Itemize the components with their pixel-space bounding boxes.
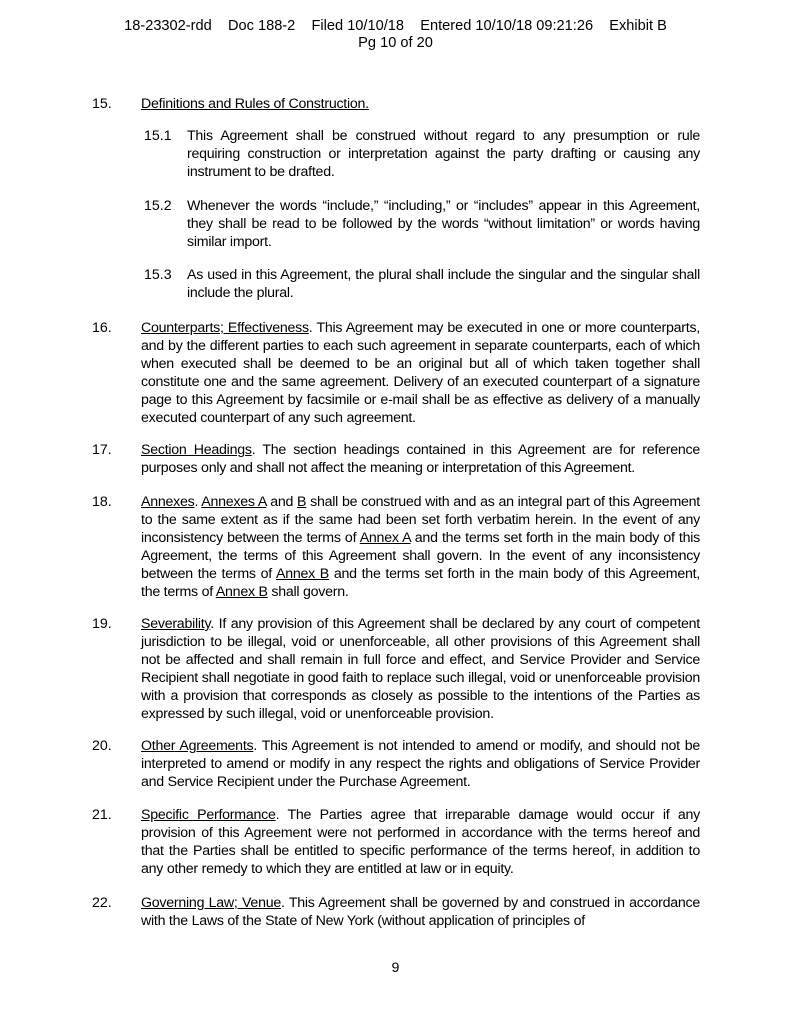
section-21 <box>92 806 700 878</box>
section-text: and the terms set forth in the main body of this Agreement, the terms of this Agreement shall govern. In the event of any inconsistency between the terms of <box>141 530 700 582</box>
section-number: 22. <box>92 895 112 911</box>
page-number: 9 <box>391 960 400 976</box>
section-text: . If any provision of this Agreement shall be declared by any court of competent jurisdiction to be illegal, void or unenforceable, all other provisions of this Agreement shall not be affected and shall remain in full force and effect, and Service Provider and Service Recipient shall negotiate in good faith to replace such illegal, void or unenforceable provision with a provision that corresponds as closely as possible to the intentions of the Parties as expressed by such illegal, void or unenforceable provision. <box>141 616 700 722</box>
section-15 <box>92 95 700 113</box>
section-16 <box>92 319 700 427</box>
section-number: 20. <box>92 738 112 754</box>
section-text: shall govern. <box>267 584 349 600</box>
section-text: . This Agreement may be executed in one or more counterparts, and by the different parties to each such agreement in separate counterparts, each of which when executed shall be deemed to be an original but all of which taken together shall constitute one and the same agreement. Delivery of an executed counterpart of a signature page to this Agreement by facsimile or e-mail shall be as effective as delivery of a manually executed counterpart of any such agreement. <box>141 320 700 426</box>
section-heading: Definitions and Rules of Construction. <box>141 96 369 112</box>
section-text: . The section headings contained in this Agreement are for reference purposes only and shall not affect the meaning or interpretation of this Agreement. <box>141 442 700 476</box>
section-heading: Counterparts; Effectiveness <box>141 320 309 336</box>
section-text: . This Agreement is not intended to amend or modify, and should not be interpreted to amend or modify in any respect the rights and obligations of Service Provider and Service Recipient under the Purchase Agreement. <box>141 738 700 790</box>
section-text: . The Parties agree that irreparable damage would occur if any provision of this Agreement were not performed in accordance with the terms hereof and that the Parties shall be entitled to specific performance of the terms hereof, in addition to any other remedy to which they are entitled at law or in equity. <box>141 807 700 877</box>
filing-header-line2: Pg 10 of 20 <box>358 35 433 51</box>
annexes-a-reference: Annexes A <box>201 494 267 510</box>
subsection-15-2 <box>144 197 700 251</box>
section-heading: Governing Law; Venue <box>141 895 281 911</box>
section-heading: Annexes <box>141 494 195 510</box>
section-number: 15. <box>92 96 112 112</box>
section-text: and <box>266 494 298 510</box>
annex-b-letter-reference: B <box>297 494 307 510</box>
section-text: and the terms set forth in the main body of this Agreement, the terms of <box>141 566 700 600</box>
section-number: 16. <box>92 320 112 336</box>
subsection-number: 15.1 <box>144 128 172 144</box>
filing-header-line1: 18-23302-rdd Doc 188-2 Filed 10/10/18 Entered 10/10/18 09:21:26 Exhibit B <box>124 18 667 34</box>
section-number: 18. <box>92 494 112 510</box>
section-17 <box>92 441 700 477</box>
subsection-text: This Agreement shall be construed without regard to any presumption or rule requiring construction or interpretation against the party drafting or causing any instrument to be drafted. <box>187 128 700 180</box>
section-text: . This Agreement shall be governed by and construed in accordance with the Laws of the State of New York (without application of principles of <box>141 895 700 929</box>
section-19 <box>92 615 700 723</box>
section-number: 19. <box>92 616 112 632</box>
section-number: 21. <box>92 807 112 823</box>
annex-b-reference: Annex B <box>215 584 268 600</box>
section-number: 17. <box>92 442 112 458</box>
section-text: shall be construed with and as an integral part of this Agreement to the same extent as if the same had been set forth verbatim herein. In the event of any inconsistency between the terms of <box>141 494 700 546</box>
annex-b-reference: Annex B <box>275 566 330 582</box>
subsection-text: As used in this Agreement, the plural shall include the singular and the singular shall include the plural. <box>187 267 700 301</box>
subsection-15-1 <box>144 127 700 181</box>
section-text: . <box>194 494 202 510</box>
annex-a-reference: Annex A <box>359 530 411 546</box>
section-heading: Other Agreements <box>141 738 254 754</box>
subsection-15-3 <box>144 266 700 302</box>
subsection-number: 15.3 <box>144 267 172 283</box>
section-heading: Severability <box>141 616 211 632</box>
section-heading: Section Headings <box>141 442 252 458</box>
section-heading: Specific Performance <box>141 807 276 823</box>
subsection-text: Whenever the words “include,” “including,” or “includes” appear in this Agreement, they shall be read to be followed by the words “without limitation” or words having similar import. <box>187 198 700 250</box>
section-22 <box>92 894 700 930</box>
section-18 <box>92 493 700 601</box>
section-20 <box>92 737 700 791</box>
subsection-number: 15.2 <box>144 198 172 214</box>
